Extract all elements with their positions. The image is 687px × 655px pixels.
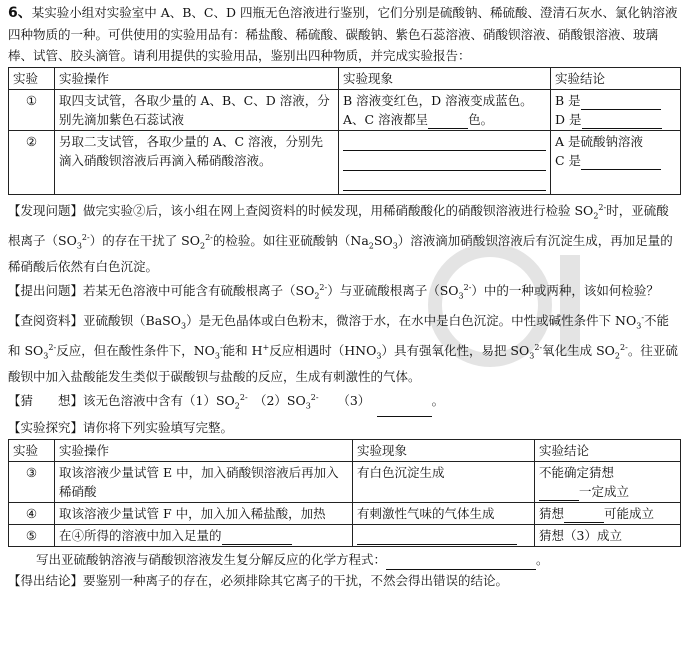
table2-row4-operation: 取该溶液少量试管 F 中，加入加入稀盐酸，加热 <box>55 502 353 524</box>
sub: 3 <box>43 351 49 361</box>
d-answer-blank[interactable] <box>582 114 662 129</box>
lookup-text-3: ）是无色晶体或白色粉末，微溶于水，在水中是白色沉淀。中性或碱性条件下 NO <box>186 313 637 329</box>
lookup-text-5: 反应，但在酸性条件下，NO <box>56 342 215 358</box>
table2-header-experiment: 实验 <box>9 439 55 461</box>
sub: 3 <box>180 321 187 331</box>
guess-end: 。 <box>431 393 445 409</box>
sub: 2 <box>593 211 599 221</box>
table2-row5-conclusion: 猜想（3）成立 <box>535 524 681 546</box>
row3-guess-blank[interactable] <box>539 486 579 501</box>
discover-text-3: ）的存在干扰了 SO <box>89 232 200 248</box>
sub: 3 <box>529 351 535 361</box>
conclusion-text: 要鉴别一种离子的存在，必须排除其它离子的干扰，不然会得出错误的结论。 <box>83 572 509 588</box>
table2-row4-phenomenon: 有刺激性气味的气体生成 <box>353 502 535 524</box>
table2-row-5 <box>9 524 681 546</box>
conclusion-paragraph <box>8 570 680 591</box>
lookup-paragraph <box>8 307 680 387</box>
table1-row1-conclusion <box>551 90 681 131</box>
lookup-text-6: 能和 H <box>222 342 263 358</box>
table2-row3-conclusion <box>535 461 681 502</box>
sub: 3 <box>392 241 398 251</box>
table2-header-operation: 实验操作 <box>55 439 353 461</box>
lookup-text-9: 氧化生成 SO <box>542 342 615 358</box>
discover-text-1: 做完实验②后，该小组在网上查阅资料的时候发现，用稀硝酸酸化的硝酸钡溶液进行检验 SO <box>83 203 594 219</box>
table2-row-3 <box>9 461 681 502</box>
equation-text: 写出亚硫酸钠溶液与硝酸钡溶液发生复分解反应的化学方程式： <box>36 551 387 567</box>
guess-3-blank[interactable] <box>377 402 432 417</box>
table1-row1-phen-text: B 溶液变红色，D 溶液变成蓝色。A、C 溶液都呈 <box>343 93 533 127</box>
table1-header-conclusion: 实验结论 <box>551 68 681 90</box>
table2-header-phenomenon: 实验现象 <box>353 439 535 461</box>
guess-text-3: （3） <box>343 393 365 409</box>
sub: 3 <box>214 351 220 361</box>
guess-paragraph <box>8 387 680 417</box>
table1-header-phenomenon: 实验现象 <box>339 68 551 90</box>
conclusion-a-line: A 是硫酸钠溶液 <box>555 134 644 149</box>
sub: 3 <box>458 291 464 301</box>
sub: 3 <box>305 401 311 411</box>
sub: 2 <box>368 241 374 251</box>
table1-row-2 <box>9 131 681 195</box>
sup: 2- <box>534 342 543 352</box>
intro-text: 某实验小组对实验室中 A、B、C、D 四瓶无色溶液进行鉴别，它们分别是硫酸钠、稀硫酸、澄清石灰水、氯化钠溶液四种物质的一种。可供使用的实验用品有：稀盐酸、稀硫酸、碳酸钠、紫色石蕊溶液、硝酸钡溶液、硝酸银溶液、玻璃棒、试管、胶头滴管。请利用提供的实验用品，鉴别出四种物质，并完成实验报告： <box>8 5 678 63</box>
sub: 2 <box>614 351 621 361</box>
table1-row2-num: ② <box>9 131 55 195</box>
c-answer-blank[interactable] <box>581 155 661 170</box>
discover-text-6: ）溶液滴加硝酸钡溶液后有沉淀生成，再加足量的稀硝酸后依然有白色沉淀。 <box>8 232 673 275</box>
ask-tag: 【提出问题】 <box>8 283 84 299</box>
phenomenon-blank-2[interactable] <box>343 153 546 171</box>
row5-operation-text: 在④所得的溶液中加入足量的 <box>59 527 222 543</box>
equation-end: 。 <box>536 551 549 567</box>
row4-conclusion-text-1: 猜想 <box>539 505 565 521</box>
lookup-text-10: 。往亚硫酸钡中加入盐酸能发生类似于碳酸钡与盐酸的反应，生成有刺激性的气体。 <box>8 342 678 385</box>
conclusion-b-label: B 是 <box>555 93 581 108</box>
sub: 2 <box>234 401 240 411</box>
sub: 2 <box>314 291 320 301</box>
discover-paragraph <box>8 197 680 277</box>
table1-row1-operation: 取四支试管，各取少量的 A、B、C、D 溶液，分别先滴加紫色石蕊试液 <box>55 90 339 131</box>
table1-header-experiment: 实验 <box>9 68 55 90</box>
sub: 3 <box>76 241 82 251</box>
table2-row5-num: ⑤ <box>9 524 55 546</box>
sup: + <box>262 342 270 352</box>
lookup-text-8: ）具有强氧化性，易把 SO <box>381 342 530 358</box>
sup: 2- <box>239 393 248 403</box>
table2-row3-operation: 取该溶液少量试管 E 中，加入硝酸钡溶液后再加入稀硝酸 <box>55 461 353 502</box>
guess-text-2: （2）SO <box>260 393 306 409</box>
sub: 2 <box>200 241 206 251</box>
row4-conclusion-text-2: 可能成立 <box>604 505 655 521</box>
discover-tag: 【发现问题】 <box>8 203 84 219</box>
conclusion-tag: 【得出结论】 <box>8 572 84 588</box>
table1-header-operation: 实验操作 <box>55 68 339 90</box>
sup: 2- <box>81 232 90 242</box>
table1-row2-phenomenon <box>339 131 551 195</box>
worksheet-page <box>8 2 680 591</box>
equation-blank[interactable] <box>386 555 536 570</box>
table1-row-1 <box>9 90 681 131</box>
row3-conclusion-text: 一定成立 <box>579 483 630 499</box>
guess-tag: 【猜 想】 <box>8 393 84 409</box>
table2-row3-num: ③ <box>9 461 55 502</box>
row3-conclusion-line-1: 不能确定猜想 <box>539 464 615 480</box>
sup: 2- <box>463 283 472 293</box>
row5-reagent-blank[interactable] <box>222 530 292 545</box>
sup: 2- <box>310 393 319 403</box>
sup: 2- <box>48 342 57 352</box>
conclusion-b-line <box>555 91 676 110</box>
table2-row-4 <box>9 502 681 524</box>
sup: 2- <box>319 283 328 293</box>
ask-text-3: ）中的一种或两种，该如何检验？ <box>471 283 659 299</box>
table2-row5-operation <box>55 524 353 546</box>
conclusion-d-label: D 是 <box>555 112 582 127</box>
conclusion-d-line <box>555 110 676 129</box>
lookup-text-2: SO <box>162 313 181 329</box>
sub: 3 <box>636 321 642 331</box>
phenomenon-blank-1[interactable] <box>343 133 546 151</box>
discover-text-4: 的检验。如往亚硫酸钠（Na <box>212 232 369 248</box>
explore-tag: 【实验探究】 <box>8 419 84 435</box>
b-answer-blank[interactable] <box>581 95 661 110</box>
table2-row4-conclusion <box>535 502 681 524</box>
lookup-tag: 【查阅资料】 <box>8 313 84 329</box>
sup: 2- <box>205 232 213 242</box>
lookup-text-4: 不能和 SO <box>8 313 670 358</box>
table2-row4-num: ④ <box>9 502 55 524</box>
table1-row1-phen-end: 色。 <box>468 112 494 127</box>
table2-row5-phenomenon <box>353 524 535 546</box>
row5-phenomenon-blank[interactable] <box>357 530 517 545</box>
table1-row2-conclusion <box>551 131 681 195</box>
discover-text-5: SO <box>373 232 393 248</box>
phenomenon-blank-3[interactable] <box>343 173 546 191</box>
table1-header-row <box>9 68 681 90</box>
explore-text: 请你将下列实验填写完整。 <box>83 419 234 435</box>
ask-text-1: 若某无色溶液中可能含有硫酸根离子（SO <box>83 283 315 299</box>
sup: 2- <box>620 342 628 352</box>
equation-paragraph <box>8 549 680 570</box>
discover-text-2: 时，亚硫酸根离子（SO <box>8 203 669 248</box>
table1-row2-operation: 另取二支试管，各取少量的 A、C 溶液，分别先滴入硝酸钡溶液后再滴入稀硝酸溶液。 <box>55 131 339 195</box>
ask-text-2: ）与亚硫酸根离子（SO <box>327 283 459 299</box>
table1-row1-num: ① <box>9 90 55 131</box>
intro-paragraph <box>8 2 680 66</box>
guess-text-1: 该无色溶液中含有（1）SO <box>83 393 235 409</box>
color-blank[interactable] <box>428 114 468 129</box>
table1-row1-phenomenon <box>339 90 551 131</box>
sup: - <box>219 342 223 352</box>
ask-paragraph <box>8 277 680 307</box>
row4-guess-blank[interactable] <box>564 508 604 523</box>
lookup-text-1: 亚硫酸钡（Ba <box>83 313 163 329</box>
row3-conclusion-line-2 <box>539 482 676 501</box>
experiment-report-table-1 <box>8 67 681 195</box>
table2-header-row <box>9 439 681 461</box>
experiment-report-table-2 <box>8 439 681 547</box>
lookup-text-7: 反应相遇时（HNO <box>269 342 377 358</box>
sup: - <box>641 312 645 322</box>
conclusion-c-line <box>555 151 676 170</box>
conclusion-c-label: C 是 <box>555 153 582 168</box>
table2-header-conclusion: 实验结论 <box>535 439 681 461</box>
sub: 3 <box>376 351 382 361</box>
sup: 2- <box>598 203 607 212</box>
explore-paragraph <box>8 417 680 438</box>
table2-row3-phenomenon: 有白色沉淀生成 <box>353 461 535 502</box>
question-number: 6、 <box>8 5 32 21</box>
